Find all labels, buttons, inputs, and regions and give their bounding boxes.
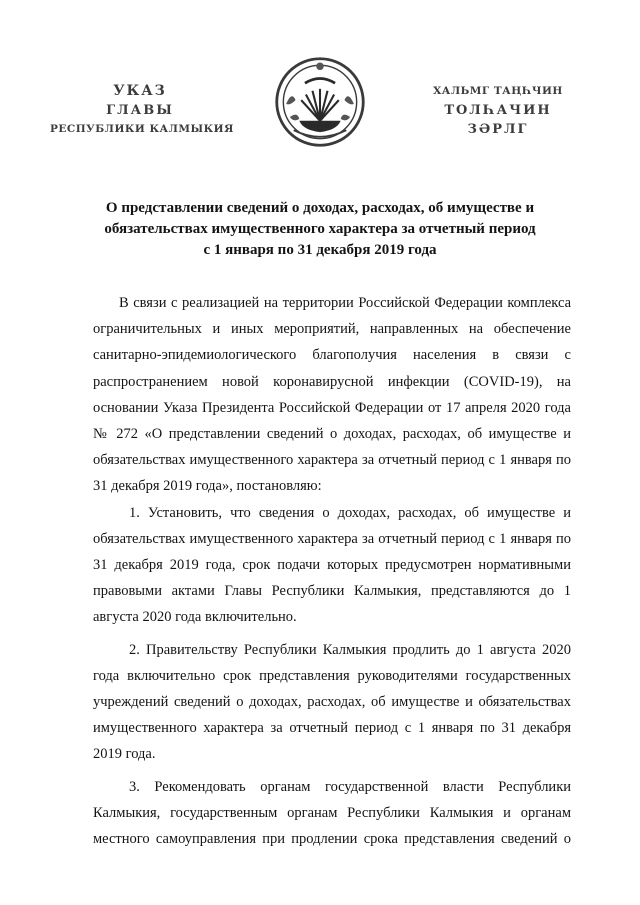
item-2-paragraph: 2. Правительству Республики Калмыкия продлить до 1 августа 2020 года включительно срок представления руководителями государственных учреждений сведений о доходах, расходах, об имуществе и обязательствах имущественного характера за отчетный период с 1 января по 31 декабря 2019 года. [93, 641, 571, 763]
item-3-paragraph: 3. Рекомендовать органам государственной власти Республики Калмыкия, государственным органам Республики Калмыкия и органам местного самоуправления при продлении срока представления сведений о [93, 778, 571, 848]
header-right-line-2: ТОЛҺАЧИН [444, 103, 552, 118]
decree-title [60, 198, 580, 261]
decree-body [93, 290, 571, 852]
title-line-2: обязательствах имущественного характера за отчетный период [104, 221, 536, 237]
header-right-line-3: ЗӘРЛГ [467, 122, 529, 137]
header-left-line-1: УКАЗ [113, 83, 167, 99]
header-left [50, 82, 234, 139]
header-right-line-1: ХАЛЬМГ ТАҢҺЧИН [433, 85, 563, 97]
title-line-3: с 1 января по 31 декабря 2019 года [203, 242, 437, 258]
title-line-1: О представлении сведений о доходах, расходах, об имуществе и [105, 200, 535, 216]
item-1-paragraph: 1. Установить, что сведения о доходах, расходах, об имуществе и обязательствах имущественного характера за отчетный период с 1 января по 31 декабря 2019 года, срок подачи которых предусмотрен нормативными правовыми актами Главы Республики Калмыкия, представляются до 1 августа 2020 года включительно. [93, 504, 571, 626]
header-left-line-2: ГЛАВЫ [106, 103, 174, 118]
header-right [408, 82, 588, 139]
kalmykia-coat-of-arms-icon [273, 55, 367, 149]
intro-paragraph: В связи с реализацией на территории Российской Федерации комплекса ограничительных и иных мероприятий, направленных на обеспечение санитарно-эпидемиологического благополучия населения в связи с распространением новой коронавирусной инфекции (COVID-19), на основании Указа Президента Российской Федерации от 17 апреля 2020 года № 272 «О представлении сведений о доходах, расходах, об имуществе и обязательствах имущественного характера за отчетный период с 1 января по 31 декабря 2019 года», постановляю: [93, 295, 571, 495]
header-left-line-3: РЕСПУБЛИКИ КАЛМЫКИЯ [50, 123, 234, 135]
